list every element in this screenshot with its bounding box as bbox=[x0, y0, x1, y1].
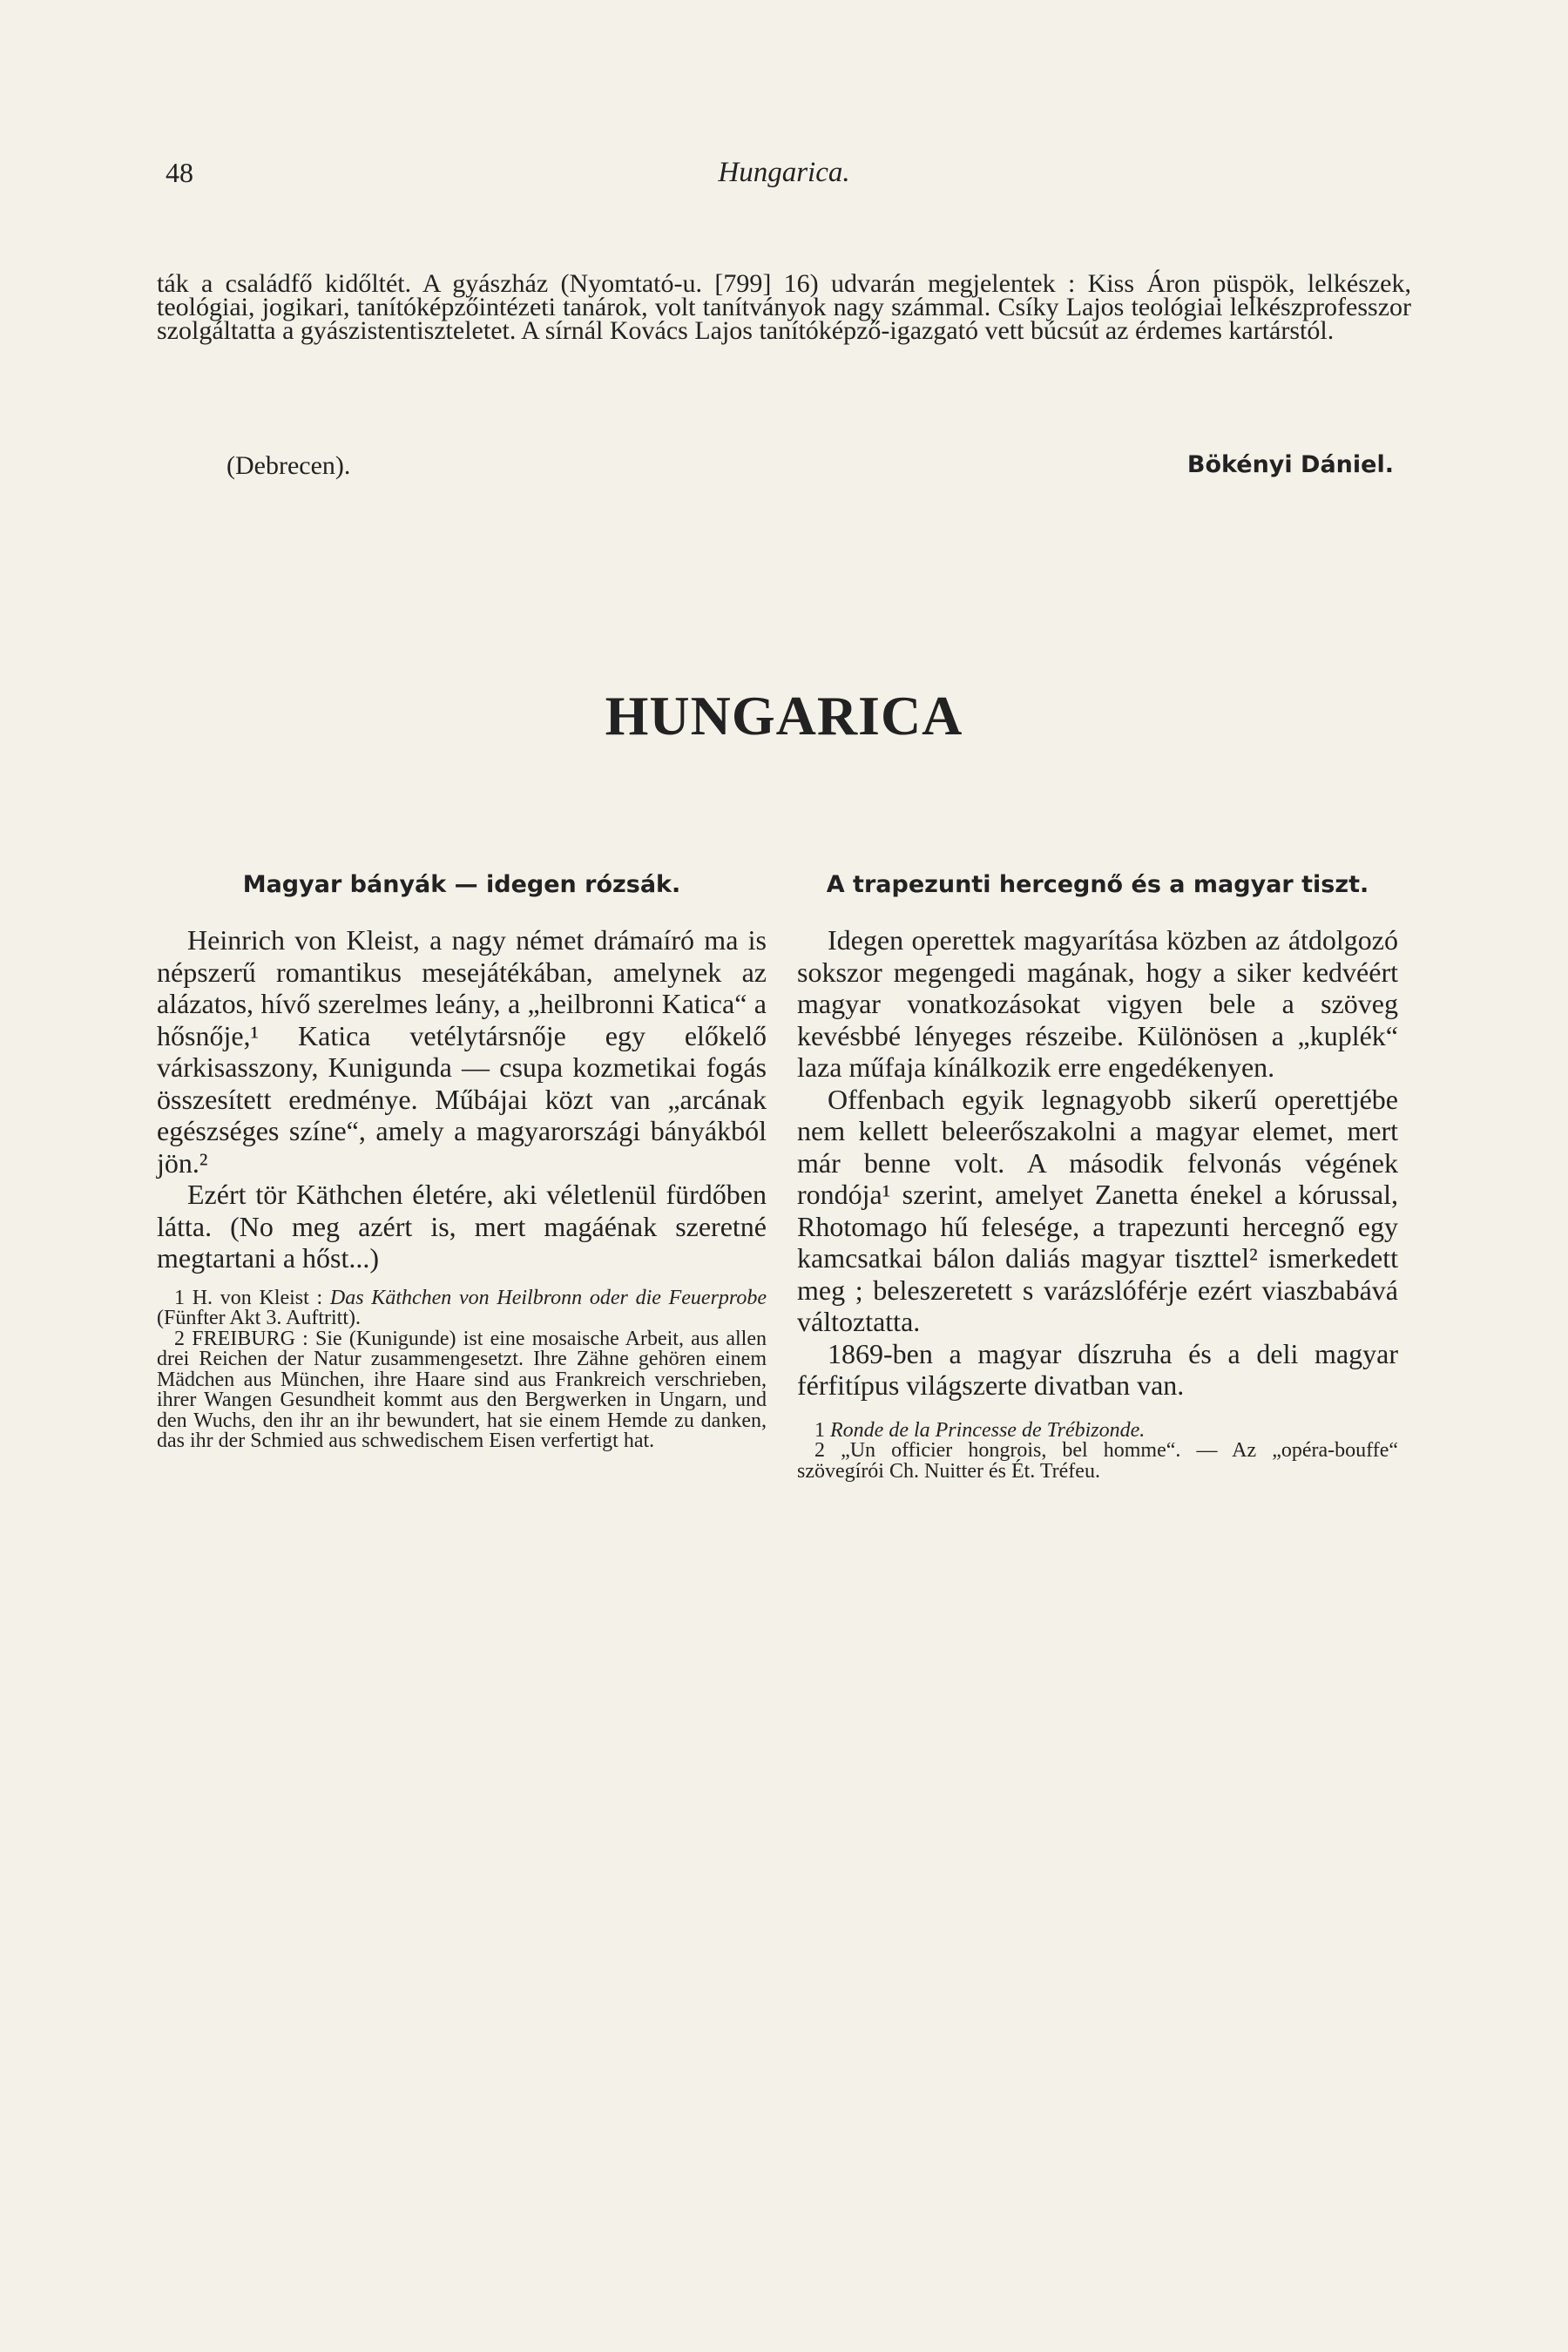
right-article bbox=[797, 871, 1398, 1482]
footnotes bbox=[157, 1288, 767, 1452]
intro-paragraph bbox=[157, 269, 1411, 345]
intro-text: ták a családfő kidőltét. A gyászház (Nyomtató-u. [799] 16) udvarán megjelentek : Kiss Áron püspök, lelkészek, teológiai, jogikari, tanítóképzőintézeti tanárok, volt tanítványok nagy számmal. Csíky Lajos teológiai lelkészprofesszor szolgáltatta a gyászistentiszteletet. A sírnál Kovács Lajos tanítóképző-igazgató vett búcsút az érdemes kartárstól. bbox=[157, 269, 1411, 345]
left-article bbox=[157, 871, 767, 1452]
footnote-number: 1 bbox=[174, 1286, 185, 1309]
running-header bbox=[157, 157, 1411, 200]
section-title: HUNGARICA bbox=[605, 685, 963, 747]
footnote-text: FREIBURG : Sie (Kunigunde) ist eine mosaische Arbeit, aus allen drei Reichen der Natur zusammengesetzt. Ihre Zähne gehören einem Mädchen aus München, ihre Haare sind aus Frankreich verschrieben, ihrer Wangen Gesundheit kommt aus den Bergwerken in Ungarn, und den Wuchs, den ihr an ihr bewundert, hat sie einem Hemde zu danken, das ihr der Schmied aus schwedischem Eisen verfertigt hat. bbox=[157, 1327, 767, 1452]
signature: Bökényi Dániel. bbox=[1186, 451, 1394, 478]
footnote-work: Das Käthchen von Heilbronn oder die Feuerprobe bbox=[329, 1286, 767, 1309]
footnote-text: Ronde de la Princesse de Trébizonde. bbox=[830, 1418, 1146, 1442]
footnote-rest: (Fünfter Akt 3. Auftritt). bbox=[157, 1307, 361, 1329]
article-body bbox=[157, 924, 767, 1274]
footnote-author: H. von Kleist : bbox=[192, 1286, 323, 1309]
paragraph: Idegen operettek magyarítása közben az átdolgozó sokszor megengedi magának, hogy a siker kedvéért magyar vonatkozásokat vigyen bele a szöveg kevésbbé lényeges részeibe. Különösen a „kuplék“ laza műfaja kínálkozik erre engedékenyen. bbox=[797, 924, 1398, 1083]
page-number: 48 bbox=[166, 157, 193, 188]
running-title: Hungarica. bbox=[718, 157, 850, 188]
footnote-number: 1 bbox=[814, 1418, 825, 1442]
footnote bbox=[797, 1441, 1398, 1482]
footnote bbox=[157, 1329, 767, 1452]
footnote bbox=[157, 1288, 767, 1329]
footnote-text: „Un officier hongrois, bel homme“. — Az „opéra-bouffe“ szövegírói Ch. Nuitter és Ét. Tréfeu. bbox=[797, 1439, 1399, 1483]
footnotes bbox=[797, 1418, 1399, 1483]
article-body bbox=[797, 924, 1398, 1402]
footnote bbox=[797, 1418, 1398, 1442]
signoff-line bbox=[157, 451, 1411, 486]
paragraph: Ezért tör Käthchen életére, aki véletlenül fürdőben látta. (No meg azért is, mert magáénak szeretné megtartani a hőst...) bbox=[157, 1179, 767, 1274]
article-title: A trapezunti hercegnő és a magyar tiszt. bbox=[826, 871, 1369, 898]
article-title: Magyar bányák — idegen rózsák. bbox=[242, 871, 681, 898]
paragraph: Offenbach egyik legnagyobb sikerű operettjébe nem kellett beleerőszakolni a magyar elemet, mert már benne volt. A második felvonás végének rondója¹ szerint, amelyet Zanetta énekel a kórussal, Rhotomago hű felesége, a trapezunti hercegnő egy kamcsatkai bálon daliás magyar tiszttel² ismerkedett meg ; beleszeretett s varázslóférje ezért viaszbabává változtatta. bbox=[797, 1083, 1398, 1337]
footnote-number: 2 bbox=[814, 1439, 825, 1462]
place: (Debrecen). bbox=[226, 451, 351, 480]
paragraph: 1869-ben a magyar díszruha és a deli magyar férfitípus világszerte divatban van. bbox=[797, 1337, 1398, 1401]
footnote-number: 2 bbox=[174, 1327, 185, 1350]
paragraph: Heinrich von Kleist, a nagy német drámaíró ma is népszerű romantikus mesejátékában, amelynek az alázatos, hívő szerelmes leány, a „heilbronni Katica“ a hősnője,¹ Katica vetélytársnője egy előkelő várkisasszony, Kunigunda — csupa kozmetikai fogás összesített eredménye. Műbájai közt van „arcának egészséges színe“, amely a magyarországi bányákból jön.² bbox=[157, 924, 767, 1179]
